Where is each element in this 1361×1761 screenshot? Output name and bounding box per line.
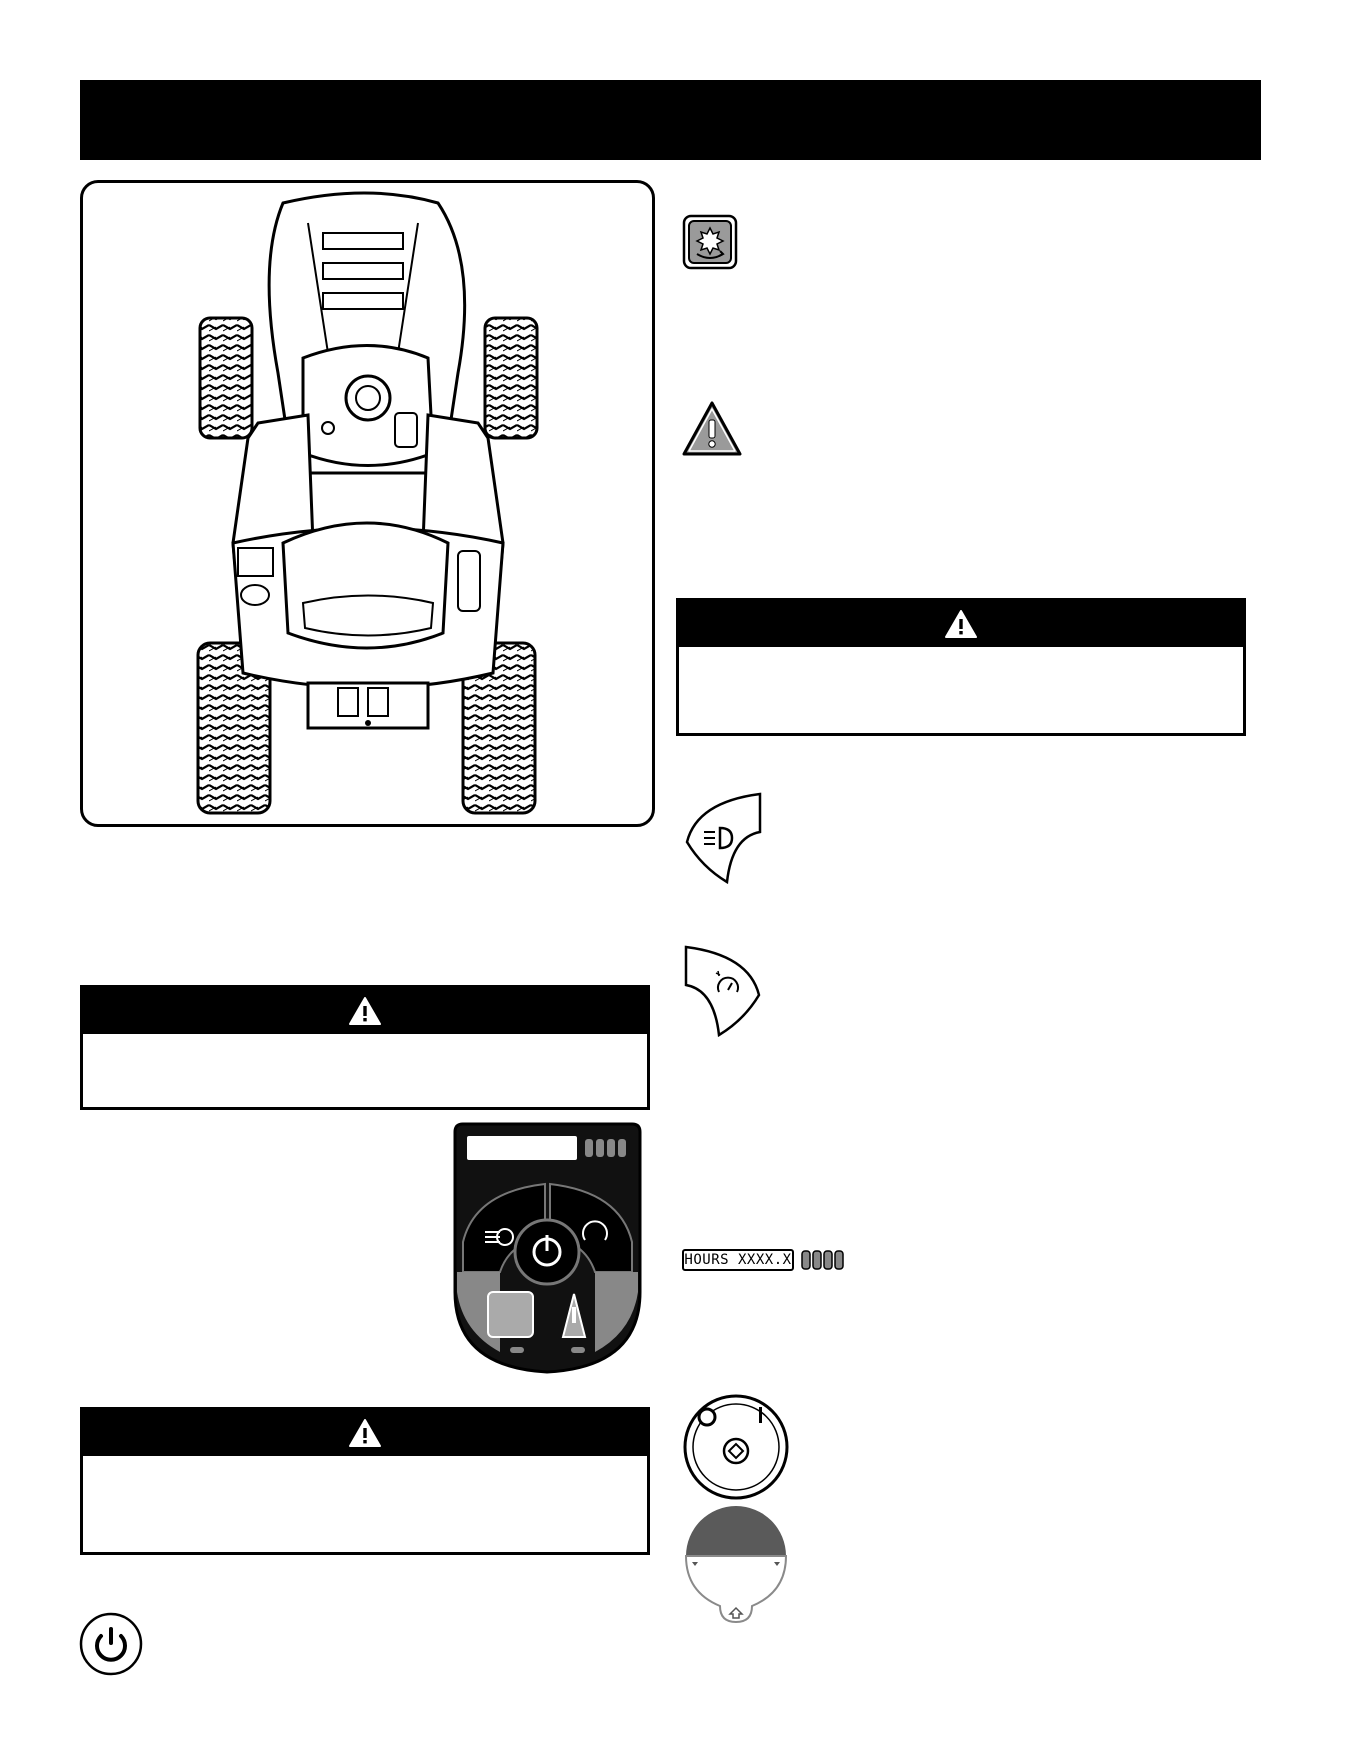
fuel-cap-icon (682, 1504, 790, 1626)
hour-meter-display: HOURS XXXX.X (682, 1249, 794, 1271)
warning-triangle-icon (944, 609, 978, 639)
tractor-top-view-illustration (83, 183, 652, 824)
warning-box-left-1 (80, 985, 650, 1110)
control-panel-illustration (445, 1122, 650, 1377)
warning-box-left-2 (80, 1407, 650, 1555)
section-header-bar (80, 80, 1261, 160)
cruise-control-icon (682, 945, 764, 1037)
warning-box-right (676, 598, 1246, 736)
headlight-icon (682, 792, 764, 884)
engine-start-icon (682, 214, 738, 270)
warning-box-header (679, 601, 1243, 647)
warning-triangle-icon (681, 400, 743, 458)
hour-meter-bars-icon (800, 1249, 848, 1271)
warning-triangle-icon (348, 996, 382, 1026)
warning-box-header (83, 988, 647, 1034)
warning-triangle-icon (348, 1418, 382, 1448)
ignition-switch-icon (682, 1393, 790, 1501)
tractor-illustration-frame (80, 180, 655, 827)
warning-box-header (83, 1410, 647, 1456)
power-icon (79, 1612, 143, 1676)
